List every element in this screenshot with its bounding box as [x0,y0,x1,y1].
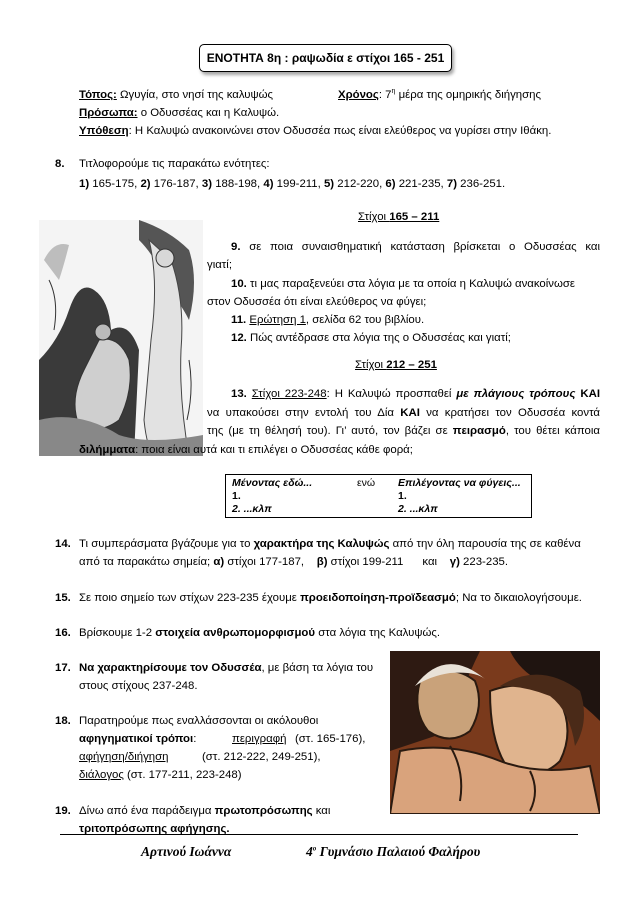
section-range: 212-220, [334,178,383,190]
plot-line: Υπόθεση: Η Καλυψώ ανακοινώνει στον Οδυσσέα πως είναι ελεύθερος να γυρίσει στην Ιθάκη. [79,125,552,137]
question-8-text: Τιτλοφορούμε τις παρακάτω ενότητες: [79,158,270,170]
time-line: Χρόνος: $7^\eta$ μέρα της ομηρικής διήγησης [338,88,541,101]
section-range: 165-175, [89,178,138,190]
question-15: 15. [55,592,71,604]
section-range: 199-211, [273,178,321,190]
question-14: 14. [55,538,71,550]
question-10: 10. τι μας παραξενεύει στα λόγια με τα οποία η Καλυψώ ανακοίνωσε [231,278,575,290]
dilemma-table: Μένοντας εδώ... 1. 2. ...κλπ ενώ Επιλέγοντας να φύγεις... 1. 2. ...κλπ [225,474,532,518]
footer-author: Αρτινού Ιωάννα [141,844,232,859]
question-11-link[interactable]: Ερώτηση 1 [249,314,306,326]
section-number: 4) [263,178,274,190]
question-13: 13. Στίχοι 223-248: Η Καλυψώ προσπαθεί με πλάγιους τρόπους ΚΑΙ [231,388,600,400]
section-number: 5) [323,178,335,190]
place-label: Τόπος: [79,89,117,101]
section-number: 7) [446,178,458,190]
footer-school: $4^o$ Γυμνάσιο Παλαιού Φαλήρου [306,844,481,859]
question-12: 12. Πώς αντέδρασε στα λόγια της ο Οδυσσέας και γιατί; [231,332,511,344]
place-line [79,88,273,103]
question-19: 19. [55,805,71,817]
persons-label: Πρόσωπα: [79,107,138,119]
section-list [79,177,505,192]
persons-line: Πρόσωπα: ο Οδυσσέας και η Καλυψώ. [79,107,280,119]
odysseus-calypso-painting [390,651,600,814]
section-range: 188-198, [212,178,261,190]
question-16: 16. [55,627,71,639]
section-range: 176-187, [150,178,199,190]
question-13-link[interactable]: Στίχοι 223-248 [251,388,327,400]
table-right-head: Επιλέγοντας να φύγεις... [398,477,521,489]
section-number: 2) [140,178,151,190]
section-number: 3) [201,178,213,190]
page-title: ΕΝΟΤΗΤΑ 8η : ραψωδία ε στίχοι 165 - 251 [199,44,452,72]
question-17: 17. [55,662,71,674]
table-left-head: Μένοντας εδώ... [232,477,313,489]
place-value: Ωγυγία, στο νησί της καλυψώς [116,89,273,101]
footer-rule [60,834,578,835]
section-number: 6) [385,178,396,190]
question-9: 9. σε ποια συναισθηματική κατάσταση βρίσκεται ο Οδυσσέας και [231,241,600,253]
question-8: 8. [55,158,65,170]
plot-label: Υπόθεση [79,125,129,137]
calypso-illustration [39,220,203,456]
section-range: 221-235, [395,178,444,190]
verses-heading-2: Στίχοι 212 – 251 [355,359,437,371]
question-11: 11. Ερώτηση 1, σελίδα 62 του βιβλίου. [231,314,425,326]
section-number: 1) [79,178,90,190]
section-range: 236-251. [457,178,506,190]
verses-heading-1: Στίχοι 165 – 211 [358,211,440,223]
question-18: 18. [55,715,71,727]
table-mid: ενώ [357,477,376,489]
time-label: Χρόνος [338,89,379,101]
